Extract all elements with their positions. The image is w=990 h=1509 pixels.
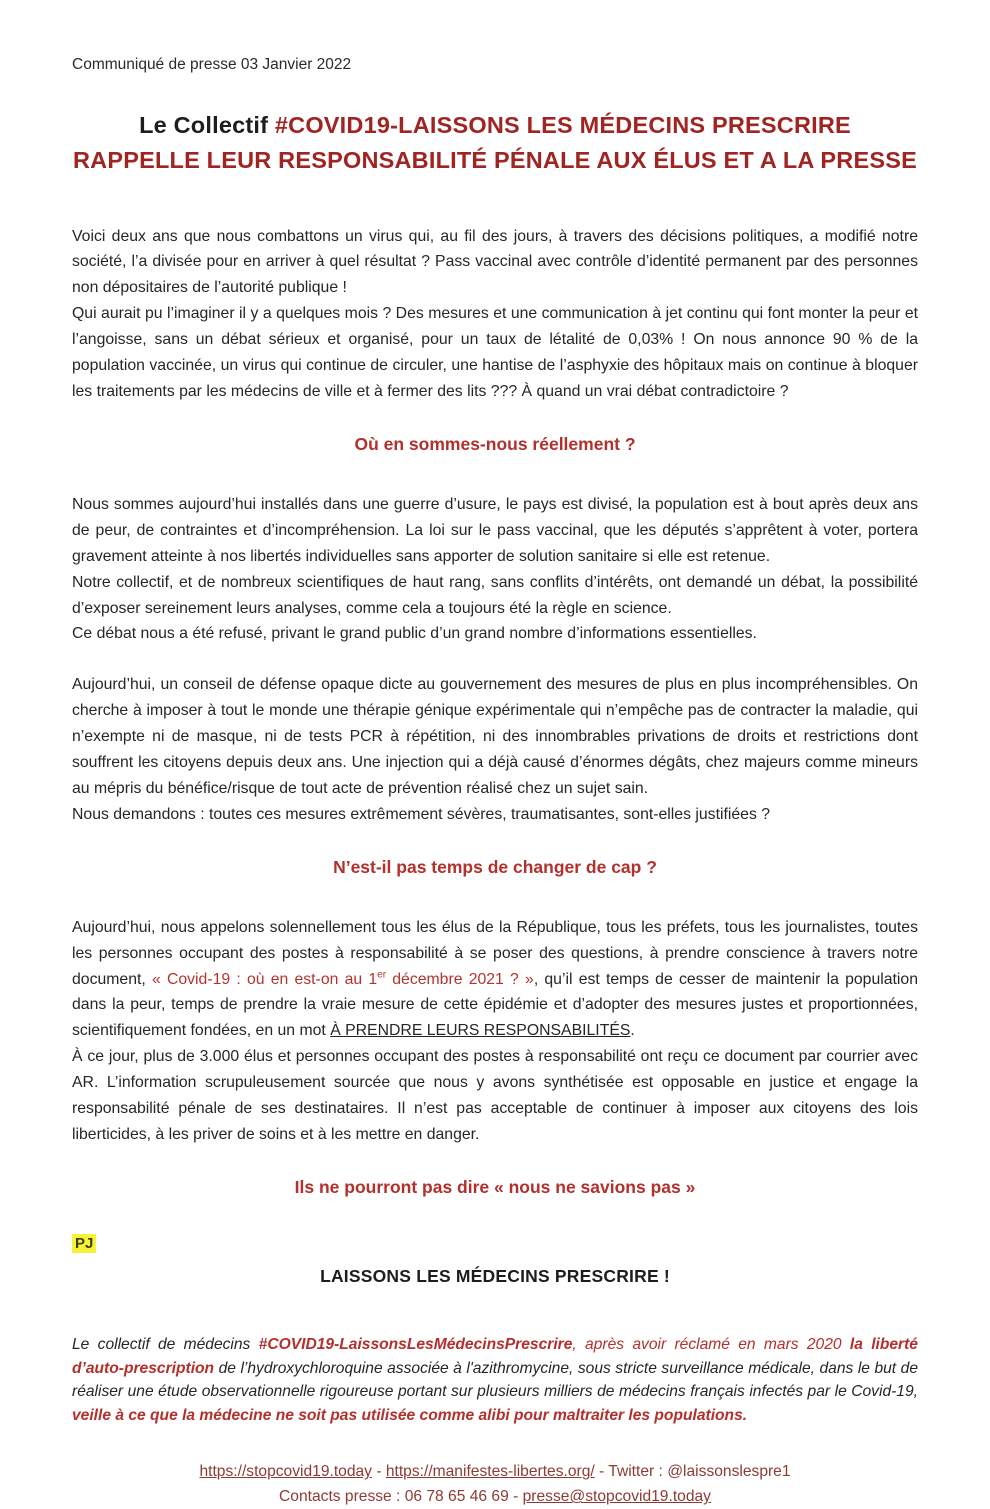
- attachment-note-line: [72, 1235, 918, 1252]
- intro-paragraph-2: Qui aurait pu l’imaginer il y a quelques mois ? Des mesures et une communication à jet continu qui font monter la peur et l’angoisse, sans un débat sérieux et organisé, pour un taux de létalité de 0,03% ! On nous annonce 90 % de la population vaccinée, un virus qui continue de circuler, une hantise de l’asphyxie des hôpitaux mais on continue à bloquer les traitements par les médecins de ville et à fermer des lits ??? À quand un vrai débat contradictoire ?: [72, 305, 918, 400]
- section-heading-where-are-we: Où en sommes-nous réellement ?: [354, 433, 636, 454]
- press-contact-label: Contacts presse : 06 78 65 46 69 -: [279, 1488, 523, 1506]
- attachment-note-highlight: PJ: [72, 1234, 96, 1253]
- footer: [72, 1459, 918, 1509]
- footer-contacts-line: [72, 1484, 918, 1509]
- collective-hashtag: #COVID19-LaissonsLesMédecinsPrescrire: [258, 1335, 573, 1353]
- page-title: [72, 108, 918, 178]
- section-heading-they-knew: Ils ne pourront pas dire « nous ne savions pas »: [294, 1176, 696, 1197]
- document-title-superscript: er: [377, 969, 387, 981]
- slogan-heading: LAISSONS LES MÉDECINS PRESCRIRE !: [320, 1265, 670, 1286]
- stopcovid-link[interactable]: https://stopcovid19.today: [199, 1463, 372, 1481]
- section2-paragraph-2: À ce jour, plus de 3.000 élus et personnes occupant des postes à responsabilité ont reçu ce document par courrier avec AR. L’information scrupuleusement sourcée que nous y avons synthétisée est opposable en justice et engage la responsabilité pénale de ses destinataires. Il n’est pas acceptable de continuer à imposer aux citoyens des lois liberticides, à les priver de soins et à les mettre en danger.: [72, 1048, 918, 1143]
- title-hashtag: #COVID19-LAISSONS LES MÉDECINS PRESCRIRE: [274, 112, 851, 138]
- collective-claim-date: , après avoir réclamé en mars 2020: [572, 1335, 850, 1353]
- auto-prescription-phrase: la liberté d’auto-prescription: [72, 1335, 918, 1377]
- section1-paragraph-4: Aujourd’hui, un conseil de défense opaque dicte au gouvernement des mesures de plus en plus incompréhensibles. On cherche à imposer à tout le monde une thérapie génique expérimentale qui n’empêche pas de contracter la maladie, qui n’exempte ni de masque, ni de tests PCR à répétition, ni des innombrables privations de droits et restrictions dont souffrent les citoyens depuis deux ans. Une injection qui a déjà causé d’énormes dégâts, chez majeurs comme mineurs au mépris du bénéfice/risque de tout acte de prévention réalisé chez un sujet sain.: [72, 676, 918, 797]
- collective-closing-statement: veille à ce que la médecine ne soit pas utilisée comme alibi pour maltraiter les populations.: [72, 1406, 748, 1424]
- responsibilities-phrase: À PRENDRE LEURS RESPONSABILITÉS: [330, 1022, 631, 1040]
- footer-separator-1: -: [371, 1463, 386, 1481]
- collective-study-text: de l’hydroxychloroquine associée à l'azithromycine, sous stricte surveillance médicale, dans le but de réaliser une étude observationnelle rigoureuse portant sur plusieurs milliers de médecins français infectés par le Covid-19,: [72, 1359, 918, 1401]
- call-tail-text: .: [630, 1022, 635, 1040]
- title-line-1: [72, 108, 918, 143]
- title-collective-label: Le Collectif: [139, 112, 275, 138]
- press-email-link[interactable]: presse@stopcovid19.today: [522, 1488, 711, 1506]
- section1-paragraph-1: Nous sommes aujourd’hui installés dans une guerre d’usure, le pays est divisé, la population est à bout après deux ans de peur, de contraintes et d’incompréhension. La loi sur le pass vaccinal, que les députés s’apprêtent à voter, portera gravement atteinte à nos libertés individuelles sans apporter de solution sanitaire si elle est retenue.: [72, 495, 918, 565]
- section1-paragraph-5: Nous demandons : toutes ces mesures extrêmement sévères, traumatisantes, sont-elles justifiées ?: [72, 805, 771, 823]
- section1-paragraph-2: Notre collectif, et de nombreux scientifiques de haut rang, sans conflits d’intérêts, ont demandé un débat, la possibilité d’exposer sereinement leurs analyses, comme cela a toujours été la règle en science.: [72, 573, 918, 617]
- dateline: Communiqué de presse 03 Janvier 2022: [72, 56, 352, 73]
- document-title-quote: « Covid-19 : où en est-on au 1: [151, 970, 378, 988]
- section1-paragraph-3: Ce débat nous a été refusé, privant le grand public d’un grand nombre d’informations essentielles.: [72, 625, 757, 643]
- section2-paragraph-1: [72, 915, 918, 1045]
- call-mid-text: , qu’il est temps de cesser de maintenir la population dans la peur, temps de prendre la vraie mesure de cette épidémie et d’adopter des mesures justes et proportionnées, scientifiquement fondées, en un mot: [72, 970, 919, 1040]
- intro-paragraph-1: Voici deux ans que nous combattons un virus qui, au fil des jours, à travers des décisions politiques, a modifié notre société, l’a divisée pour en arriver à quel résultat ? Pass vaccinal avec contrôle d’identité permanent par des personnes non dépositaires de l’autorité publique !: [72, 227, 918, 297]
- call-lead-text: Aujourd’hui, nous appelons solennellement tous les élus de la République, tous les préfets, tous les journalistes, toutes les personnes occupant des postes à responsabilité à se poser des questions, à prendre conscience à travers notre document,: [72, 918, 918, 988]
- collective-intro-text: Le collectif de médecins: [72, 1335, 259, 1353]
- manifestes-libertes-link[interactable]: https://manifestes-libertes.org/: [385, 1463, 595, 1481]
- twitter-handle-text: - Twitter : @laissonslespre1: [594, 1463, 791, 1481]
- collective-description-paragraph: [72, 1333, 918, 1427]
- section-heading-change-course: N’est-il pas temps de changer de cap ?: [333, 856, 657, 877]
- document-title-quote-end: décembre 2021 ? »: [386, 970, 534, 988]
- footer-links-line: [72, 1459, 918, 1484]
- title-line-2: RAPPELLE LEUR RESPONSABILITÉ PÉNALE AUX ÉLUS ET A LA PRESSE: [73, 146, 917, 173]
